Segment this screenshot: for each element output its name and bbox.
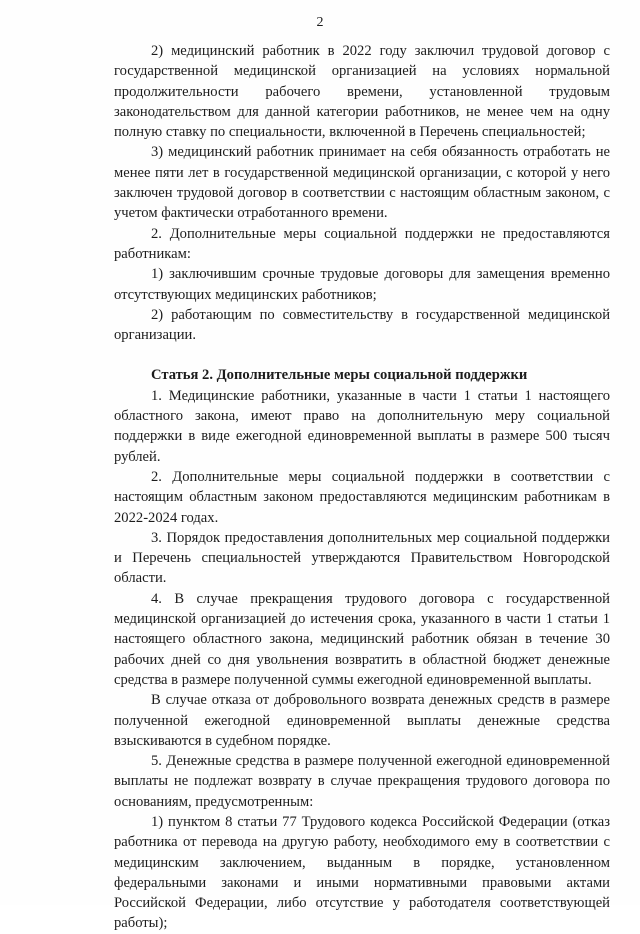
paragraph: В случае отказа от добровольного возврата денежных средств в размере полученной ежегодной единовременной выплаты денежные средства взыскиваются в судебном порядке. xyxy=(114,692,610,749)
paragraph: 1) заключившим срочные трудовые договоры для замещения временно отсутствующих медицинских работников; xyxy=(114,266,610,303)
paragraph: 3. Порядок предоставления дополнительных мер социальной поддержки и Перечень специальностей утверждаются Правительством Новгородской области. xyxy=(114,529,610,587)
paragraph: 2) работающим по совместительству в государственной медицинской организации. xyxy=(114,306,610,344)
paragraph: 4. В случае прекращения трудового договора с государственной медицинской организацией до истечения срока, указанного в части 1 статьи 1 настоящего областного закона, медицинский работник обязан в течение 30 рабочих дней со дня увольнения возвратить в областной бюджет денежные средства в размере полученной суммы ежегодной единовременной выплаты. xyxy=(114,590,610,688)
paragraph: 2) медицинский работник в 2022 году заключил трудовой договор с государственной медицинской организацией на условиях нормальной продолжительности рабочего времени, установленной трудовым законодательством для данной категории работников, не менее чем на одну полную ставку по специальности, включенной в Перечень специальностей; xyxy=(114,43,610,141)
paragraph: 5. Денежные средства в размере полученной ежегодной единовременной выплаты не подлежат возврату в случае прекращения трудового договора по основаниям, предусмотренным: xyxy=(114,753,610,810)
document-body xyxy=(114,41,610,934)
page-number: 2 xyxy=(316,15,324,30)
paragraph: 2. Дополнительные меры социальной поддержки в соответствии с настоящим областным законом предоставляются медицинским работникам в 2022-2024 годах. xyxy=(114,468,610,526)
paragraph: 1) пунктом 8 статьи 77 Трудового кодекса Российской Федерации (отказ работника от перевода на другую работу, необходимого ему в соответствии с медицинским заключением, выданным в порядке, установленном федеральными законами и иными нормативными правовыми актами Российской Федерации, либо отсутствие у работодателя соответствующей работы); xyxy=(114,813,610,932)
paragraph: 2. Дополнительные меры социальной поддержки не предоставляются работникам: xyxy=(114,225,610,262)
article-heading: Статья 2. Дополнительные меры социальной поддержки xyxy=(151,367,528,384)
paragraph: 3) медицинский работник принимает на себя обязанность отработать не менее пяти лет в государственной медицинской организации, с которой у него заключен трудовой договор в соответствии с настоящим областным законом, с учетом фактически отработанного времени. xyxy=(114,144,610,222)
paragraph: 1. Медицинские работники, указанные в части 1 статьи 1 настоящего областного закона, имеют право на дополнительную меру социальной поддержки в виде ежегодной единовременной выплаты в размере 500 тысяч рублей. xyxy=(114,387,610,465)
